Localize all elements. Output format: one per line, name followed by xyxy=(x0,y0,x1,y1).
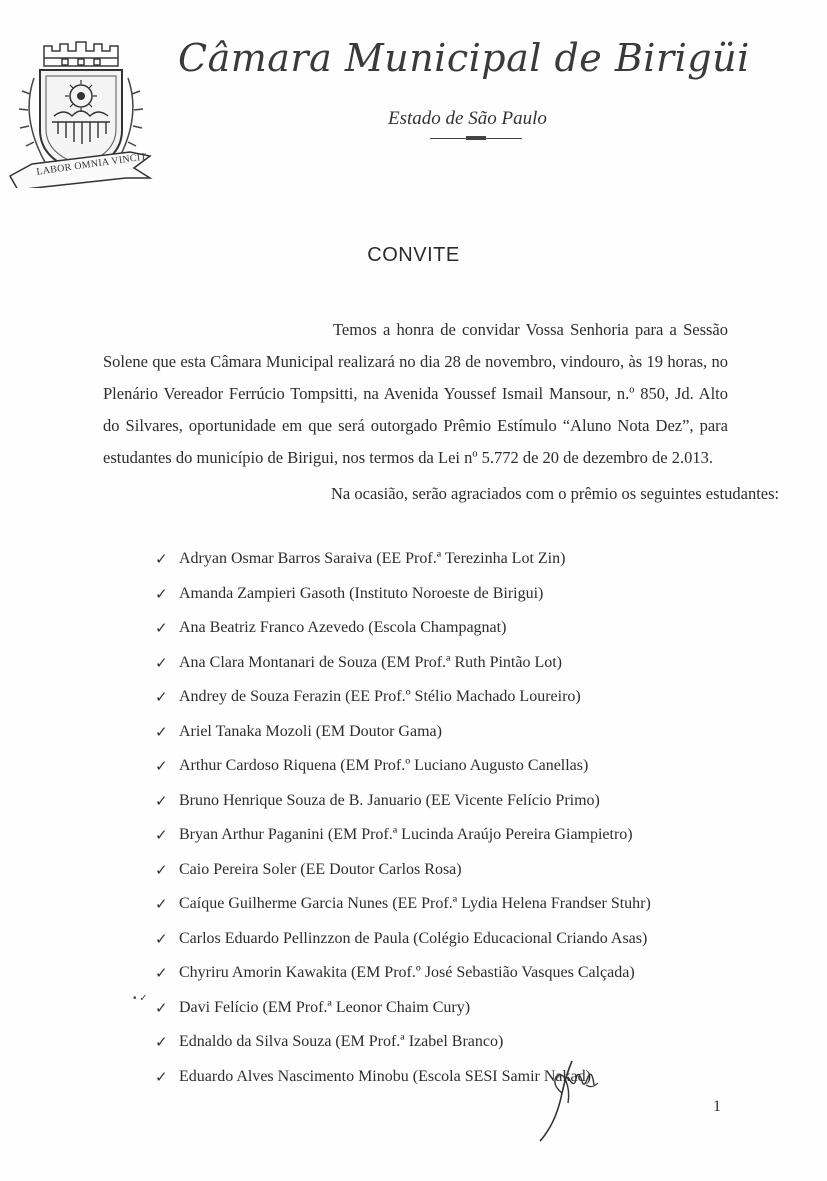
crest-motto: LABOR OMNIA VINCIT xyxy=(35,151,148,178)
checkmark-icon: ✓ xyxy=(155,895,168,913)
checkmark-icon: ✓ xyxy=(155,1067,168,1086)
student-name: Ednaldo da Silva Souza (EM Prof.ª Izabel Branco) xyxy=(179,1033,504,1050)
list-item xyxy=(155,860,651,895)
student-list xyxy=(155,549,651,1101)
list-item xyxy=(155,618,651,653)
checkmark-icon: ✓ xyxy=(155,722,168,741)
checkmark-icon: ✓ xyxy=(155,688,168,706)
student-name: Ana Clara Montanari de Souza (EM Prof.ª Ruth Pintão Lot) xyxy=(179,653,563,671)
student-name: Arthur Cardoso Riquena (EM Prof.º Luciano Augusto Canellas) xyxy=(179,757,589,774)
checkmark-icon: ✓ xyxy=(155,584,168,603)
list-item xyxy=(155,963,651,998)
checkmark-icon: ✓ xyxy=(155,1033,168,1051)
checkmark-icon: ✓ xyxy=(155,757,168,775)
student-name: Davi Felício (EM Prof.ª Leonor Chaim Cury) xyxy=(179,998,471,1016)
student-name: Carlos Eduardo Pellinzzon de Paula (Colégio Educacional Criando Asas) xyxy=(179,929,648,947)
handwritten-signature xyxy=(532,1055,602,1145)
list-item xyxy=(155,825,651,860)
checkmark-icon: ✓ xyxy=(155,929,168,948)
list-item xyxy=(155,584,651,619)
list-item xyxy=(155,653,651,688)
list-item xyxy=(155,894,651,929)
list-item xyxy=(155,722,651,757)
list-item xyxy=(155,549,651,584)
document-title: CONVITE xyxy=(367,244,460,266)
header-divider-accent xyxy=(466,136,486,140)
checkmark-icon: ✓ xyxy=(155,998,168,1017)
student-name: Bruno Henrique Souza de B. Januario (EE Vicente Felício Primo) xyxy=(179,791,600,809)
list-item xyxy=(155,756,651,791)
checkmark-icon: ✓ xyxy=(155,964,168,982)
checkmark-icon: ✓ xyxy=(155,826,168,844)
student-name: Chyriru Amorin Kawakita (EM Prof.º José Sebastião Vasques Calçada) xyxy=(179,964,635,981)
institution-name: Câmara Municipal de Birigüi xyxy=(178,36,750,80)
list-item xyxy=(155,791,651,826)
handwritten-dots-mark: • ✓ xyxy=(133,993,148,1004)
state-name: Estado de São Paulo xyxy=(388,108,547,129)
list-item xyxy=(155,929,651,964)
list-item xyxy=(155,998,651,1033)
checkmark-icon: ✓ xyxy=(155,619,168,637)
student-name: Caíque Guilherme Garcia Nunes (EE Prof.ª Lydia Helena Frandser Stuhr) xyxy=(179,895,651,912)
student-name: Bryan Arthur Paganini (EM Prof.ª Lucinda Araújo Pereira Giampietro) xyxy=(179,826,633,843)
checkmark-icon: ✓ xyxy=(155,550,168,568)
student-name: Ariel Tanaka Mozoli (EM Doutor Gama) xyxy=(179,722,442,740)
page-number: 1 xyxy=(713,1098,721,1115)
student-name: Ana Beatriz Franco Azevedo (Escola Champagnat) xyxy=(179,619,507,636)
student-name: Amanda Zampieri Gasoth (Instituto Noroeste de Birigui) xyxy=(179,584,544,602)
list-item xyxy=(155,687,651,722)
student-name: Andrey de Souza Ferazin (EE Prof.º Stélio Machado Loureiro) xyxy=(179,688,581,705)
students-intro: Na ocasião, serão agraciados com o prêmio os seguintes estudantes: xyxy=(331,484,780,503)
student-name: Adryan Osmar Barros Saraiva (EE Prof.ª Terezinha Lot Zin) xyxy=(179,550,566,567)
student-name: Caio Pereira Soler (EE Doutor Carlos Rosa) xyxy=(179,860,462,878)
checkmark-icon: ✓ xyxy=(155,791,168,810)
invitation-paragraph: Temos a honra de convidar Vossa Senhoria para a Sessão Solene que esta Câmara Municipal realizará no dia 28 de novembro, vindouro, às 19 horas, no Plenário Vereador Ferrúcio Tompsitti, na Avenida Youssef Ismail Mansour, n.º 850, Jd. Alto do Silvares, oportunidade em que será outorgado Prêmio Estímulo “Aluno Nota Dez”, para estudantes do município de Birigui, nos termos da Lei nº 5.772 de 20 de dezembro de 2.013. xyxy=(103,320,728,467)
checkmark-icon: ✓ xyxy=(155,860,168,879)
checkmark-icon: ✓ xyxy=(155,653,168,672)
student-name: Eduardo Alves Nascimento Minobu (Escola SESI Samir Nakad) xyxy=(179,1067,591,1085)
